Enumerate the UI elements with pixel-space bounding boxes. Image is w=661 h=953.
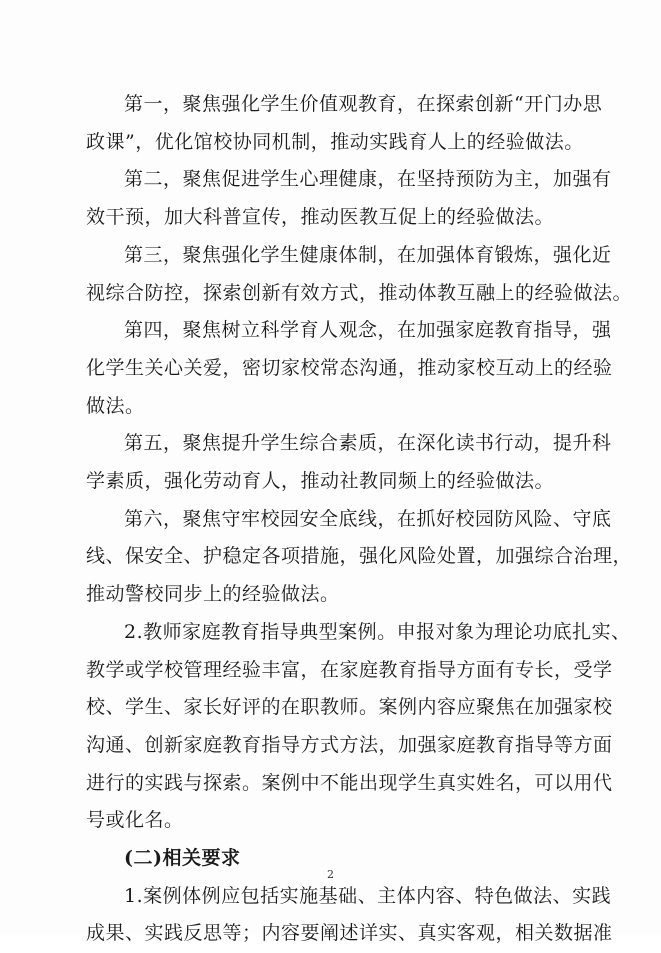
text-line: 线、保安全、护稳定各项措施，强化风险处置，加强综合治理， [86,545,633,568]
paragraph-third [86,237,633,312]
text-line: 第三，聚焦强化学生健康体制，在加强体育锻炼，强化近 [124,243,612,266]
text-line: 学素质，强化劳动育人，推动社教同频上的经验做法。 [86,470,555,493]
text-line: 效干预，加大科普宣传，推动医教互促上的经验做法。 [86,206,555,229]
text-line: 号或化名。 [86,809,184,832]
text-line: 推动警校同步上的经验做法。 [86,583,340,606]
text-line: 政课”，优化馆校协同机制，推动实践育人上的经验做法。 [86,130,584,153]
text-line: 1.案例体例应包括实施基础、主体内容、特色做法、实践 [124,884,612,907]
text-line: 进行的实践与探索。案例中不能出现学生真实姓名，可以用代 [86,771,613,794]
paragraph-requirements [86,878,613,953]
text-line: 校、学生、家长好评的在职教师。案例内容应聚焦在加强家校 [86,696,613,719]
text-line: 第四，聚焦树立科学育人观念，在加强家庭教育指导，强 [124,319,612,342]
text-line: 第二，聚焦促进学生心理健康，在坚持预防为主，加强有 [124,168,612,191]
text-line: 沟通、创新家庭教育指导方式方法，加强家庭教育指导等方面 [86,733,613,756]
paragraph-fifth [86,425,612,500]
paragraph-first [86,86,603,161]
paragraph-teacher-case [86,614,631,840]
text-line: 第六，聚焦守牢校园安全底线，在抓好校园防风险、守底 [124,507,612,530]
text-line: 成果、实践反思等；内容要阐述详实、真实客观，相关数据准 [86,922,613,945]
paragraph-second [86,161,612,236]
text-line: 第一，聚焦强化学生价值观教育，在探索创新“开门办思 [124,93,603,115]
text-line: 视综合防控，探索创新有效方式，推动体教互融上的经验做法。 [86,281,633,304]
paragraph-fourth [86,312,613,425]
text-line: 化学生关心关爱，密切家校常态沟通，推动家校互动上的经验 [86,356,613,379]
section-heading-text: (二)相关要求 [124,847,241,870]
page-number: 2 [327,868,334,881]
paragraph-sixth [86,501,633,614]
text-line: 第五，聚焦提升学生综合素质，在深化读书行动，提升科 [124,432,612,455]
text-line: 做法。 [86,394,145,417]
text-line: 2.教师家庭教育指导典型案例。申报对象为理论功底扎实、 [124,620,631,643]
text-line: 教学或学校管理经验丰富，在家庭教育指导方面有专长，受学 [86,658,613,681]
body-text [86,86,633,953]
